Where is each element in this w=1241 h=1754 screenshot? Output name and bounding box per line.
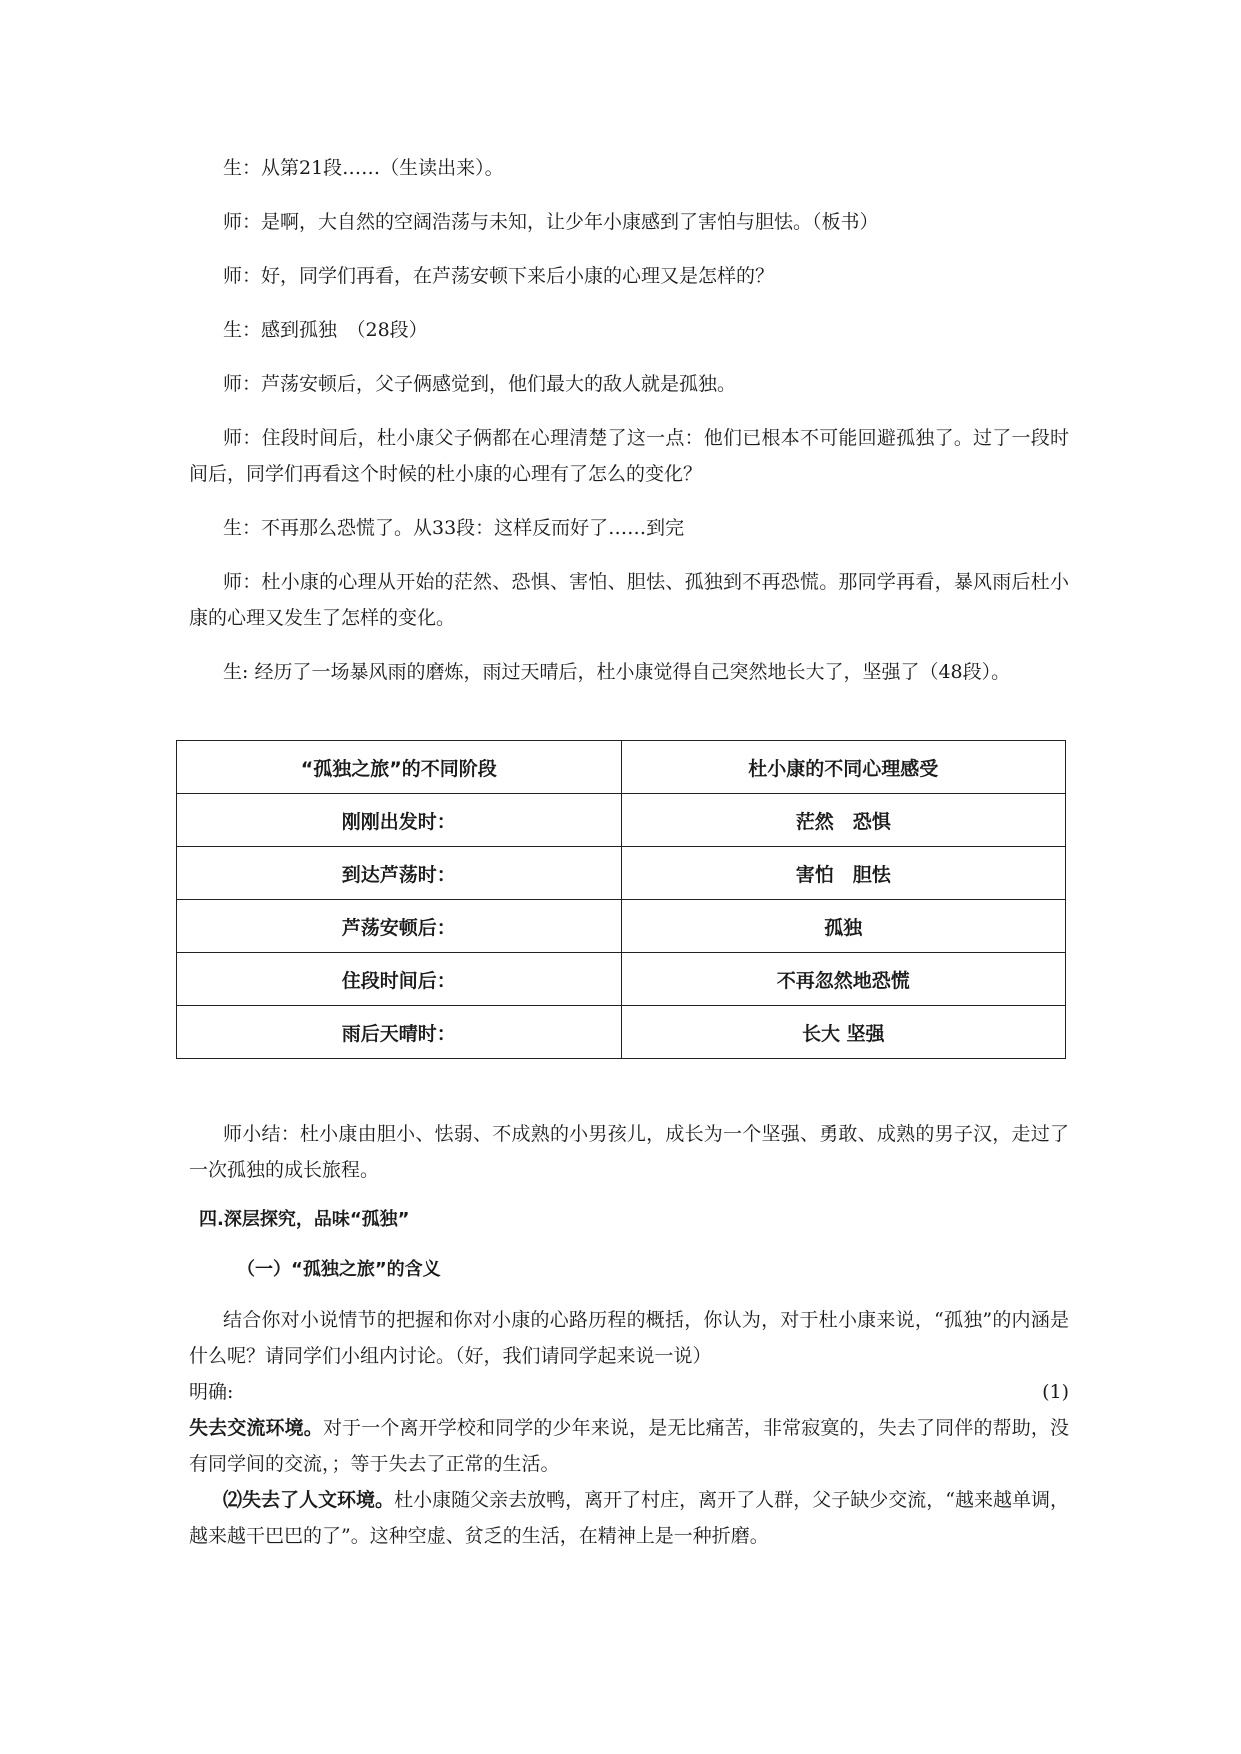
feeling-cell: 茫然 恐惧 — [621, 794, 1066, 847]
answer-label-row — [189, 1374, 1069, 1410]
point-2-text: 杜小康随父亲去放鸭，离开了村庄，离开了人群，父子缺少交流，“越来越单调，越来越干巴巴的了”。这种空虚、贫乏的生活，在精神上是一种折磨。 — [189, 1489, 1069, 1547]
table-row — [177, 794, 1066, 847]
point-2-title: ⑵失去了人文环境。 — [223, 1489, 395, 1511]
analysis-section — [189, 1116, 1069, 1554]
stages-table — [176, 740, 1066, 1059]
stage-cell: 到达芦荡时： — [177, 847, 622, 900]
section-heading: 四.深层探究，品味“孤独” — [199, 1209, 410, 1230]
feeling-cell: 害怕 胆怯 — [621, 847, 1066, 900]
dialogue-line: 师：住段时间后，杜小康父子俩都在心理清楚了这一点：他们已根本不可能回避孤独了。过了一段时间后，同学们再看这个时候的杜小康的心理有了怎么的变化？ — [189, 427, 1069, 485]
dialogue-line: 师：好，同学们再看，在芦荡安顿下来后小康的心理又是怎样的？ — [223, 265, 775, 287]
table-row — [177, 900, 1066, 953]
discussion-question: 结合你对小说情节的把握和你对小康的心路历程的概括，你认为，对于杜小康来说，“孤独”的内涵是什么呢？请同学们小组内讨论。（好，我们请同学起来说一说） — [189, 1309, 1069, 1367]
point-number: (1) — [1042, 1381, 1069, 1403]
feeling-cell: 不再忽然地恐慌 — [621, 953, 1066, 1006]
dialogue-line: 生：不再那么恐慌了。从33段：这样反而好了……到完 — [223, 517, 685, 539]
stage-cell: 刚刚出发时： — [177, 794, 622, 847]
answer-label: 明确: — [189, 1381, 234, 1403]
stage-cell: 住段时间后： — [177, 953, 622, 1006]
point-1-title: 失去交流环境。 — [189, 1417, 323, 1439]
dialogue-line: 师：是啊，大自然的空阔浩荡与未知，让少年小康感到了害怕与胆怯。（板书） — [223, 211, 879, 233]
table-header-cell: “孤独之旅”的不同阶段 — [177, 741, 622, 794]
dialogue-line: 师：芦荡安顿后，父子俩感觉到，他们最大的敌人就是孤独。 — [223, 373, 737, 395]
feeling-cell: 长大 坚强 — [621, 1006, 1066, 1059]
dialogue-section — [189, 150, 1069, 690]
point-1-text: 对于一个离开学校和同学的少年来说，是无比痛苦，非常寂寞的，失去了同伴的帮助，没有同学间的交流，；等于失去了正常的生活。 — [189, 1417, 1069, 1475]
dialogue-line: 生: 经历了一场暴风雨的磨炼，雨过天晴后，杜小康觉得自己突然地长大了，坚强了（48段）。 — [223, 661, 1011, 683]
teacher-summary: 师小结：杜小康由胆小、怯弱、不成熟的小男孩儿，成长为一个坚强、勇敢、成熟的男子汉，走过了一次孤独的成长旅程。 — [189, 1123, 1069, 1181]
table-row — [177, 953, 1066, 1006]
stage-cell: 雨后天晴时： — [177, 1006, 622, 1059]
dialogue-line: 生：从第21段……（生读出来）。 — [223, 157, 504, 179]
point-2 — [189, 1482, 1069, 1554]
dialogue-line: 师：杜小康的心理从开始的茫然、恐惧、害怕、胆怯、孤独到不再恐慌。那同学再看，暴风雨后杜小康的心理又发生了怎样的变化。 — [189, 571, 1069, 629]
table-header-row — [177, 741, 1066, 794]
table-row — [177, 847, 1066, 900]
table-row — [177, 1006, 1066, 1059]
dialogue-line: 生：感到孤独 （28段） — [223, 319, 428, 341]
feeling-cell: 孤独 — [621, 900, 1066, 953]
table-header-cell: 杜小康的不同心理感受 — [621, 741, 1066, 794]
stage-cell: 芦荡安顿后： — [177, 900, 622, 953]
point-1 — [189, 1410, 1069, 1482]
subsection-heading: （一）“孤独之旅”的含义 — [237, 1259, 441, 1280]
